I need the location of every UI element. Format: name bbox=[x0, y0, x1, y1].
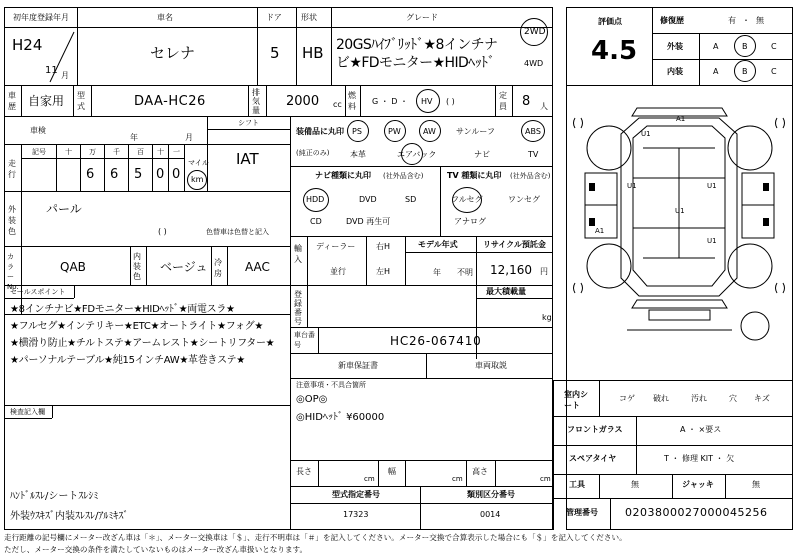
recycle-unit: 円 bbox=[540, 267, 548, 276]
recycle-label: リサイクル預託金 bbox=[483, 240, 546, 249]
equipment-aw: AW bbox=[423, 127, 436, 136]
vehicle-manual: 車両取説 bbox=[475, 361, 507, 370]
drive-2wd: 2WD bbox=[524, 27, 546, 37]
equipment-ps: PS bbox=[352, 127, 362, 136]
grade-label: グレード bbox=[406, 13, 438, 22]
inspector-line2: 外装ｳｽｷｽﾞ内装ｽﾚｽﾚ/ｱﾙﾐｷｽﾞ bbox=[10, 511, 129, 522]
import-dealer: ディーラー bbox=[316, 242, 356, 251]
mileage-digit-4: 0 bbox=[156, 167, 165, 182]
car-name: セレナ bbox=[150, 44, 196, 62]
height-unit: cm bbox=[540, 475, 551, 483]
interior-seat-label: 室内シート bbox=[564, 390, 588, 410]
equipment-sub: (純正のみ) bbox=[296, 149, 330, 157]
nav-dvd: DVD bbox=[359, 195, 377, 204]
sales-points-label: セールスポイント bbox=[10, 288, 66, 296]
nav-hdd: HDD bbox=[306, 195, 325, 204]
class-no: 0014 bbox=[480, 510, 501, 519]
ext-color: パール bbox=[46, 202, 82, 216]
width-unit: cm bbox=[452, 475, 463, 483]
import-label: 輸入 bbox=[294, 244, 302, 264]
type-no-label: 型式指定番号 bbox=[332, 490, 380, 499]
usage-label: 車歴 bbox=[8, 91, 16, 111]
equipment-pw: PW bbox=[388, 127, 401, 136]
repair-yes: 有 bbox=[728, 16, 736, 25]
jack-label: ジャッキ bbox=[682, 480, 714, 489]
equipment-sunroof: サンルーフ bbox=[456, 127, 495, 136]
nav-dvd-play: DVD 再生可 bbox=[346, 217, 391, 226]
ext-color-note: 色替車は色替と記入 bbox=[206, 228, 269, 236]
repair-label: 修復歴 bbox=[660, 16, 684, 25]
km-label: km bbox=[191, 175, 204, 184]
mileage-digit-header-0: 記号 bbox=[32, 148, 46, 156]
reg-number-label: 登録番号 bbox=[294, 290, 302, 326]
fuel-label: 燃料 bbox=[348, 91, 356, 111]
management-value: 0203800027000045256 bbox=[625, 506, 768, 519]
mileage-digit-3: 5 bbox=[134, 167, 143, 182]
new-warranty: 新車保証書 bbox=[338, 361, 378, 370]
mark-u1-b: U1 bbox=[627, 182, 637, 190]
inspector-label: 検査記入欄 bbox=[10, 408, 45, 416]
first-reg-label: 初年度登録年月 bbox=[13, 13, 69, 22]
sales-line-1: ★8インチナビ★FDモニター★HIDﾍｯﾄﾞ★両電スラ★ bbox=[10, 304, 235, 315]
import-lh: 左H bbox=[376, 267, 391, 276]
fuel-selected: HV bbox=[421, 97, 433, 106]
spare-tire-label: スペアタイヤ bbox=[569, 454, 617, 463]
mileage-digit-2: 6 bbox=[110, 167, 119, 182]
mileage-digit-header-4: 百 bbox=[137, 148, 144, 156]
ac: AAC bbox=[245, 260, 270, 274]
exterior-grade-c: C bbox=[771, 42, 777, 51]
footer-line1: 走行距離の記号欄にメーター改ざん車は「＊」、メーター交換車は「＄」、走行不明車は「＃」を記入してください。メーター交換で合算表示した場合にも「＄」を記入してください。 bbox=[4, 533, 627, 542]
equipment-abs: ABS bbox=[525, 127, 541, 136]
import-rh: 右H bbox=[376, 242, 391, 251]
length-unit: cm bbox=[364, 475, 375, 483]
mileage-label: 走行 bbox=[8, 159, 16, 179]
mark-a1-front: A1 bbox=[676, 115, 686, 123]
equipment-label: 装備品に丸印 bbox=[296, 127, 344, 136]
tv-oneseg: ワンセグ bbox=[508, 195, 540, 204]
notes-line1: ◎OP◎ bbox=[296, 394, 328, 405]
jack-value: 無 bbox=[752, 480, 760, 489]
shift-label: シフト bbox=[238, 119, 259, 127]
car-name-label: 車名 bbox=[157, 13, 173, 22]
length-label: 長さ bbox=[296, 467, 312, 476]
reg-year: H24 bbox=[12, 36, 43, 54]
exterior-grade-label: 外装 bbox=[667, 42, 683, 51]
model-year-label: モデル年式 bbox=[418, 240, 458, 249]
interior-grade-c: C bbox=[771, 67, 777, 76]
score: 4.5 bbox=[591, 36, 638, 66]
interior-grade-a: A bbox=[713, 67, 719, 76]
model-year-unknown: 不明 bbox=[457, 268, 473, 277]
score-label: 評価点 bbox=[598, 17, 622, 26]
reg-month-unit: 月 bbox=[61, 71, 69, 80]
height-label: 高さ bbox=[472, 467, 488, 476]
tv-note: (社外品含む) bbox=[510, 172, 551, 180]
ac-label: 冷房 bbox=[214, 258, 222, 278]
tv-analog: アナログ bbox=[454, 217, 486, 226]
equipment-nav: ナビ bbox=[474, 150, 490, 159]
mark-u1-e: U1 bbox=[707, 237, 717, 245]
mileage-digit-header-3: 千 bbox=[113, 148, 120, 156]
management-label: 管理番号 bbox=[566, 508, 598, 517]
grade-line1: 20GSﾊｲﾌﾞﾘｯﾄﾞ★8インチナ bbox=[336, 37, 498, 53]
capacity-unit: 人 bbox=[540, 102, 548, 111]
sales-line-2: ★フルセグ★インテリキー★ETC★オートライト★フォグ★ bbox=[10, 321, 264, 332]
ext-color-label: 外装色 bbox=[8, 205, 16, 236]
seat-stain: 汚れ bbox=[691, 394, 707, 403]
capacity-label: 定員 bbox=[499, 91, 507, 111]
notes-label: 注意事項・不具合箇所 bbox=[296, 381, 366, 389]
windshield-label: フロントガラス bbox=[567, 425, 623, 434]
mileage-digit-5: 0 bbox=[172, 167, 181, 182]
nav-label: ナビ種類に丸印 bbox=[315, 171, 371, 180]
tools-label: 工具 bbox=[569, 480, 585, 489]
spare-tire-value: T ・ 修理 KIT ・ 欠 bbox=[664, 454, 735, 463]
repair-no: 無 bbox=[756, 16, 764, 25]
mileage-digit-header-1: 十 bbox=[65, 148, 72, 156]
shift: IAT bbox=[236, 150, 259, 168]
max-load-unit: kg bbox=[542, 313, 552, 322]
mileage-digit-header-5: 十 bbox=[157, 148, 164, 156]
chassis-label: 車台番号 bbox=[294, 331, 315, 349]
fuel-paren: ( ) bbox=[446, 97, 455, 106]
usage: 自家用 bbox=[28, 94, 65, 108]
sales-line-4: ★パーソナルテーブル★純15インチAW★革巻きステ★ bbox=[10, 355, 245, 366]
car-condition-diagram bbox=[567, 88, 792, 378]
mark-u1-d: U1 bbox=[675, 207, 685, 215]
mark-u1-a: U1 bbox=[641, 130, 651, 138]
mileage-digit-1: 6 bbox=[86, 167, 95, 182]
color-no: QAB bbox=[60, 260, 86, 274]
interior-color: ベージュ bbox=[160, 260, 208, 274]
class-no-label: 類別区分番号 bbox=[467, 490, 515, 499]
grade-line2: ビ★FDモニター★HIDﾍｯﾄﾞ bbox=[336, 55, 495, 71]
interior-grade-b: B bbox=[742, 67, 748, 76]
windshield-value: A ・ ×要ス bbox=[680, 425, 722, 434]
model: DAA-HC26 bbox=[134, 94, 206, 109]
repair-dot: ・ bbox=[742, 16, 750, 25]
displacement-unit: cc bbox=[333, 100, 342, 109]
shape-label: 形状 bbox=[301, 13, 317, 22]
door-count: 5 bbox=[270, 44, 280, 62]
width-label: 幅 bbox=[388, 467, 396, 476]
mark-a1-side: A1 bbox=[595, 227, 605, 235]
ext-color-paren: ( ) bbox=[158, 227, 167, 236]
fuel-options: G ・ D ・ bbox=[372, 97, 408, 106]
inspection-label: 車検 bbox=[30, 126, 46, 135]
mile-label: マイル bbox=[188, 159, 209, 167]
inspection-year-unit: 年 bbox=[130, 133, 138, 142]
nav-cd: CD bbox=[310, 217, 322, 226]
max-load-label: 最大積載量 bbox=[486, 287, 526, 296]
drive-4wd: 4WD bbox=[524, 59, 544, 68]
recycle-value: 12,160 bbox=[490, 263, 532, 277]
inspector-line1: ﾊﾝﾄﾞﾙｽﾚ/シートｽﾚｼﾐ bbox=[10, 491, 99, 502]
seat-tear: 破れ bbox=[653, 394, 669, 403]
chassis-value: HC26-067410 bbox=[390, 334, 482, 348]
seat-burn: コゲ bbox=[619, 394, 635, 403]
displacement: 2000 bbox=[286, 94, 320, 109]
displacement-label: 排気量 bbox=[252, 88, 260, 115]
notes-line2: ◎HIDﾍｯﾄﾞ ¥60000 bbox=[296, 412, 385, 423]
nav-note: (社外品含む) bbox=[383, 172, 424, 180]
equipment-airbag: エアバック bbox=[397, 150, 437, 159]
exterior-grade-b: B bbox=[742, 42, 748, 51]
footer-line2: ただし、メーター交換の条件を満たしていないものはメーター改ざん車扱いとなります。 bbox=[4, 545, 308, 554]
exterior-grade-a: A bbox=[713, 42, 719, 51]
model-label: 型式 bbox=[77, 91, 85, 111]
door-label: ドア bbox=[266, 13, 282, 22]
interior-label: 内装色 bbox=[133, 252, 141, 281]
equipment-leather: 本革 bbox=[350, 150, 366, 159]
seat-scratch: キズ bbox=[754, 394, 770, 403]
seat-hole: 穴 bbox=[729, 394, 737, 403]
equipment-tv: TV bbox=[528, 150, 539, 159]
tools-value: 無 bbox=[631, 480, 639, 489]
interior-grade-label: 内装 bbox=[667, 67, 683, 76]
sales-line-3: ★横滑り防止★チルトステ★アームレスト★シートリフター★ bbox=[10, 338, 275, 349]
mark-u1-c: U1 bbox=[707, 182, 717, 190]
model-year-unit: 年 bbox=[433, 268, 441, 277]
mileage-digit-header-2: 万 bbox=[89, 148, 96, 156]
nav-sd: SD bbox=[405, 195, 417, 204]
type-no: 17323 bbox=[343, 510, 369, 519]
inspection-month-unit: 月 bbox=[185, 133, 193, 142]
reg-month: 11 bbox=[45, 65, 58, 76]
mileage-digit-header-6: 一 bbox=[173, 148, 180, 156]
capacity: 8 bbox=[522, 94, 531, 109]
tv-fullseg: フルセグ bbox=[451, 195, 483, 204]
tv-label: TV 種類に丸印 bbox=[447, 171, 502, 180]
import-parallel: 並行 bbox=[330, 267, 346, 276]
shape: HB bbox=[302, 44, 324, 62]
color-no-label: カラーNo. bbox=[7, 253, 19, 291]
